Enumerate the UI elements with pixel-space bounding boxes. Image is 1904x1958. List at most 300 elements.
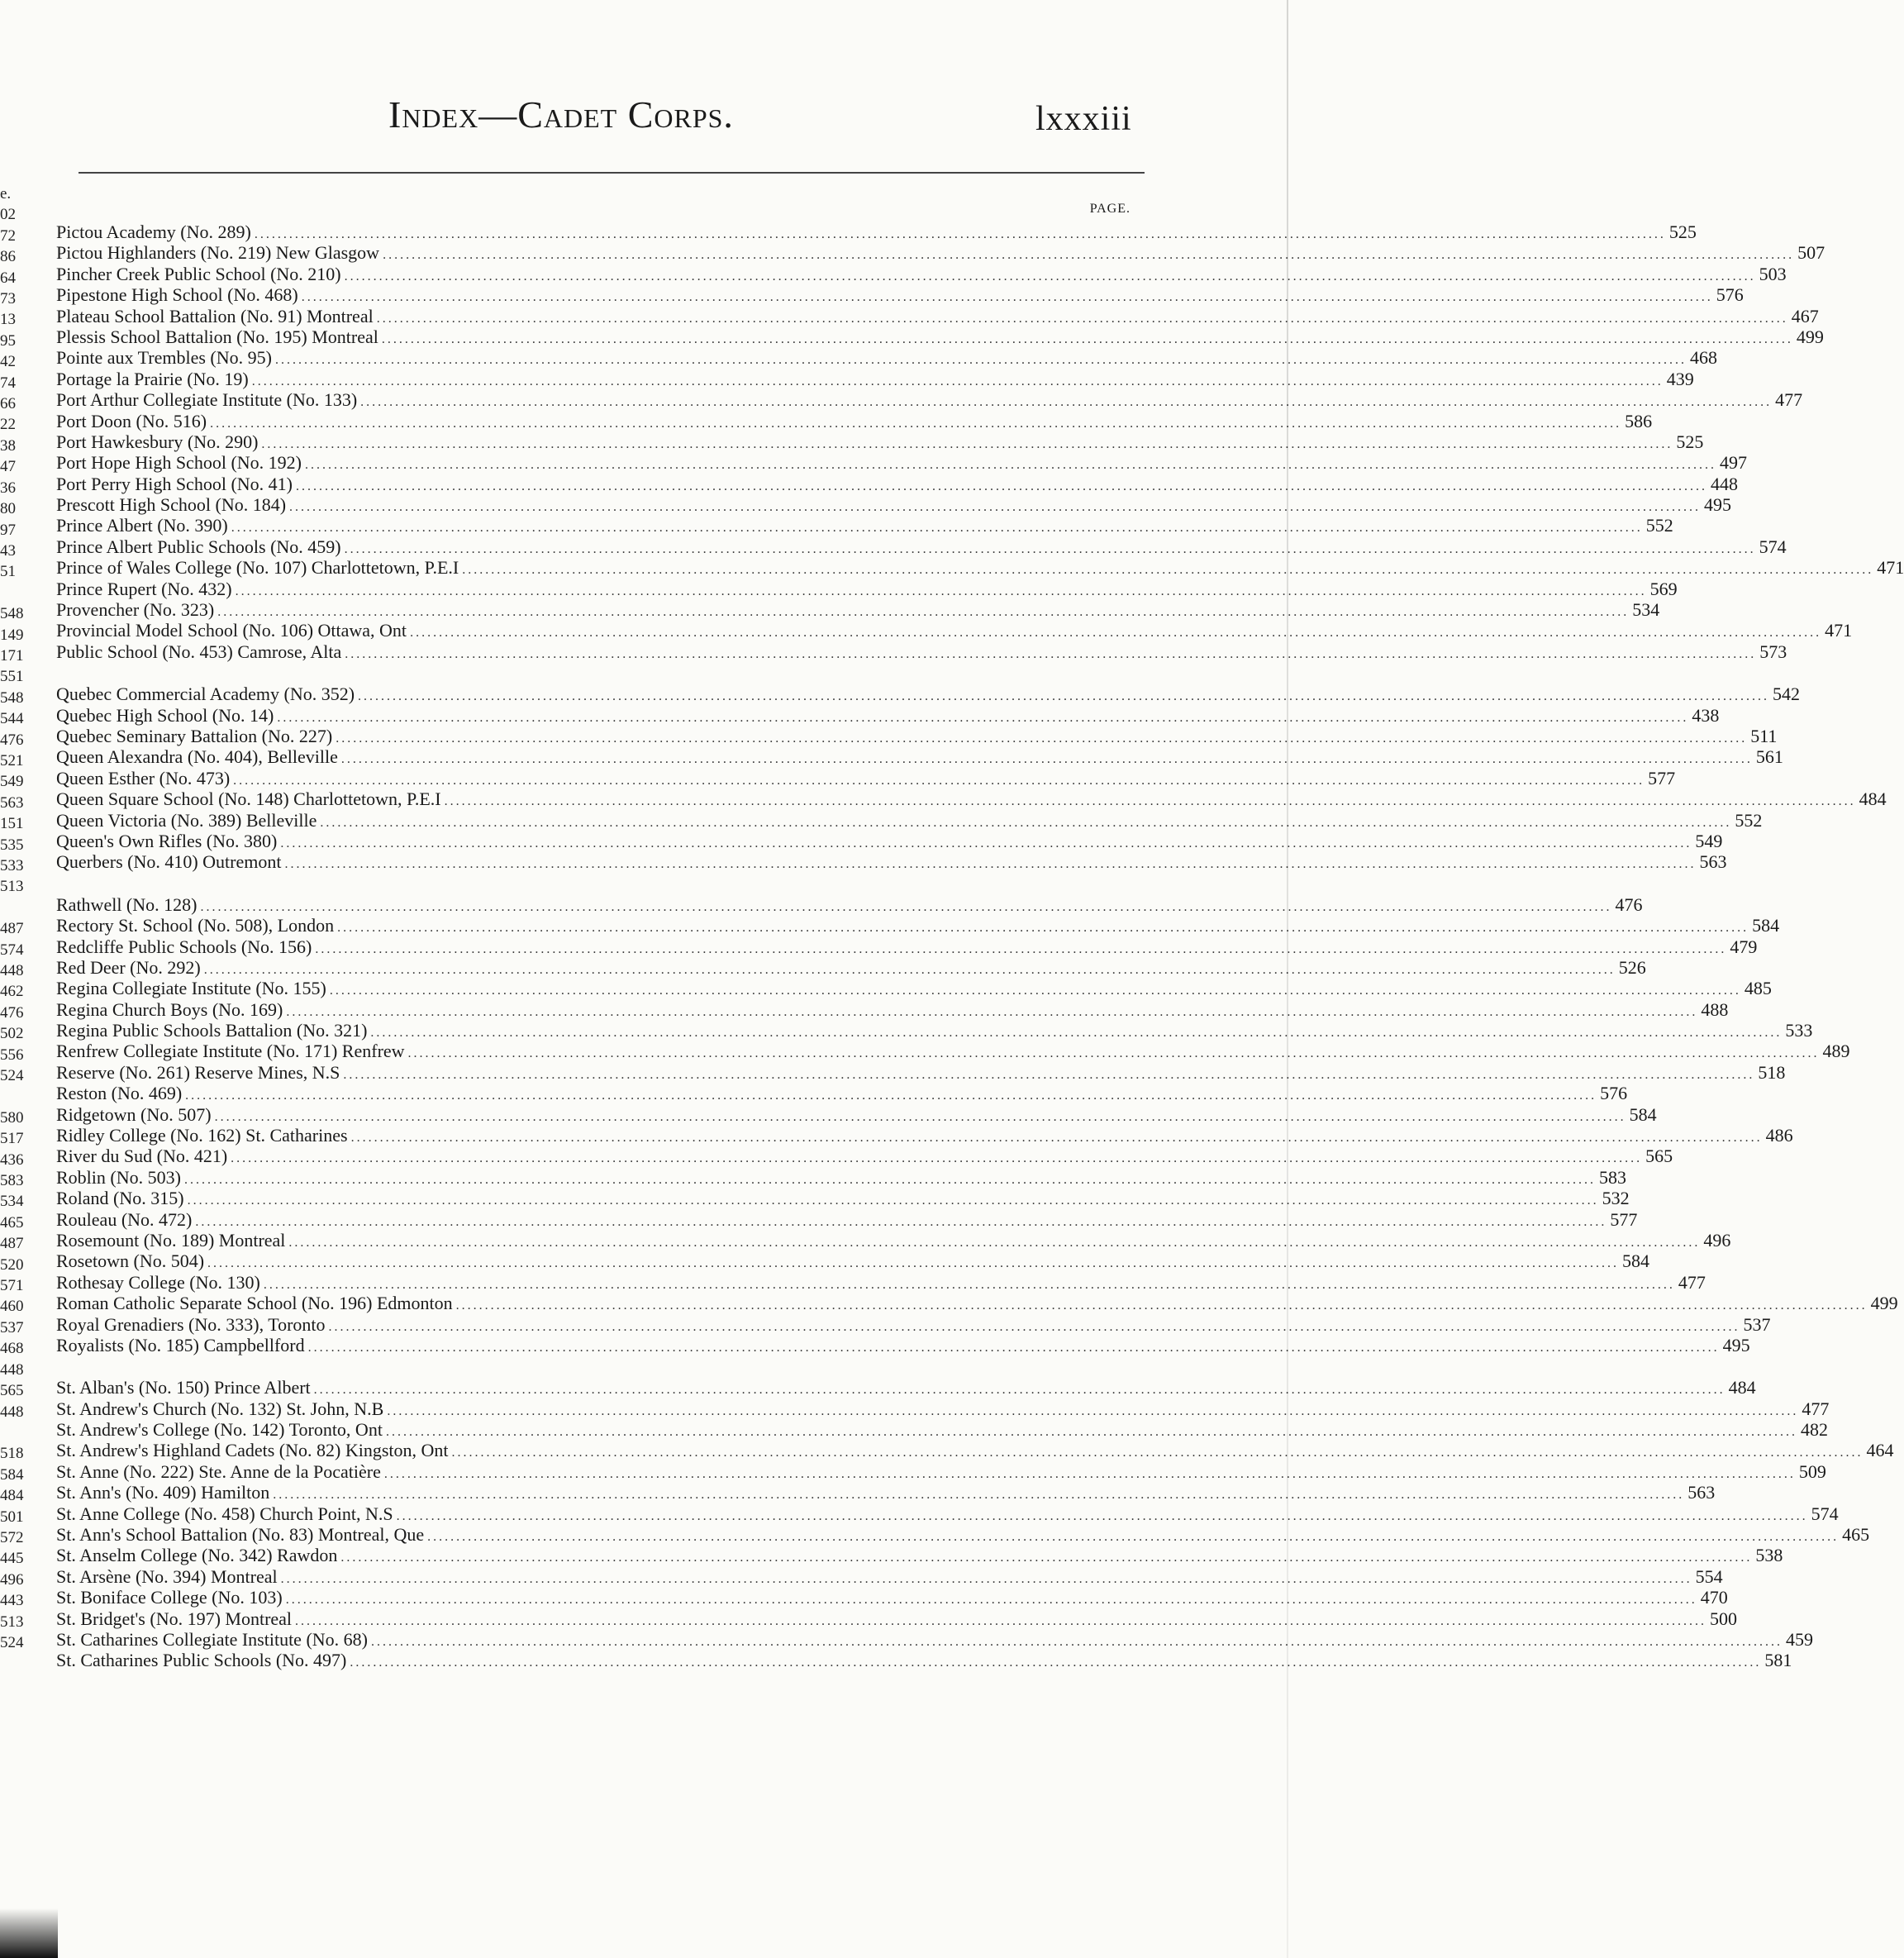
dot-leader (285, 854, 1697, 874)
margin-number (0, 1086, 20, 1107)
dot-leader (195, 1212, 1606, 1232)
entry-page: 573 (1759, 641, 1787, 662)
margin-number: 436 (0, 1151, 24, 1169)
entry-name: St. Boniface College (No. 103) (56, 1587, 283, 1608)
index-entry (56, 1565, 1723, 1587)
previous-page-margin (0, 183, 24, 1653)
entry-name: Renfrew Collegiate Institute (No. 171) Renfrew (56, 1041, 405, 1062)
dot-leader (337, 917, 1749, 938)
index-entry (56, 1398, 1830, 1419)
entry-page: 518 (1758, 1061, 1786, 1083)
entry-page: 584 (1752, 915, 1780, 936)
dot-leader (184, 1170, 1596, 1190)
index-entry (56, 893, 1643, 915)
entry-page: 503 (1759, 263, 1787, 284)
entry-name: Prescott High School (No. 184) (56, 494, 287, 516)
entry-page: 459 (1786, 1629, 1813, 1650)
entry-name: Quebec High School (No. 14) (56, 704, 274, 726)
margin-number: 38 (0, 436, 16, 455)
margin-number: 460 (0, 1298, 24, 1316)
entry-page: 495 (1722, 1334, 1750, 1355)
entry-name: St. Alban's (No. 150) Prince Albert (56, 1377, 311, 1398)
margin-number: 487 (0, 920, 24, 938)
dot-leader (377, 308, 1788, 329)
index-section (56, 893, 1898, 1356)
entry-name: Port Doon (No. 516) (56, 410, 207, 431)
dot-leader (277, 707, 1688, 728)
entry-page: 511 (1750, 725, 1778, 746)
margin-number (0, 1422, 20, 1443)
entry-page: 486 (1765, 1125, 1793, 1146)
margin-number: 524 (0, 1633, 24, 1651)
margin-number: 95 (0, 331, 16, 350)
margin-number: 537 (0, 1318, 24, 1336)
entry-name: St. Ann's School Battalion (No. 83) Montreal, Que (56, 1524, 425, 1546)
entry-page: 574 (1811, 1503, 1839, 1524)
entry-page: 439 (1666, 368, 1694, 389)
margin-number: 571 (0, 1277, 24, 1295)
margin-number: 584 (0, 1465, 24, 1484)
entry-name: St. Catharines Public Schools (No. 497) (56, 1650, 347, 1671)
index-section (56, 1377, 1894, 1671)
dot-leader (384, 1464, 1796, 1484)
entry-page: 499 (1796, 326, 1824, 347)
dot-leader (236, 581, 1647, 602)
entry-page: 477 (1802, 1398, 1830, 1419)
dot-leader (336, 728, 1747, 749)
margin-number: 513 (0, 878, 24, 896)
index-entry (56, 347, 1717, 369)
index-entry (56, 1503, 1839, 1524)
margin-number: 572 (0, 1528, 24, 1546)
dot-leader (261, 434, 1673, 455)
margin-number: e. (0, 185, 12, 202)
entry-name: Roblin (No. 503) (56, 1166, 181, 1188)
entry-name: Plessis School Battalion (No. 195) Montreal (56, 326, 378, 347)
entry-page: 496 (1703, 1229, 1731, 1251)
entry-name: Rothesay College (No. 130) (56, 1271, 260, 1293)
entry-page: 563 (1699, 851, 1727, 873)
index-entry (56, 830, 1723, 851)
entry-page: 549 (1695, 830, 1723, 851)
entry-name: Redcliffe Public Schools (No. 156) (56, 936, 312, 957)
dot-leader (445, 791, 1856, 812)
dot-leader (320, 812, 1731, 833)
entry-page: 479 (1730, 936, 1758, 957)
margin-number: 476 (0, 1003, 24, 1022)
dot-leader (255, 224, 1666, 245)
index-entry (56, 1587, 1728, 1608)
margin-number: 47 (0, 458, 16, 476)
entry-page: 497 (1719, 452, 1747, 474)
margin-number: 97 (0, 521, 16, 539)
entry-page: 471 (1877, 557, 1904, 579)
index-entry (56, 620, 1853, 641)
entry-name: St. Anne (No. 222) Ste. Anne de la Pocatière (56, 1460, 381, 1482)
dot-leader (345, 644, 1756, 665)
index-entry (56, 767, 1676, 788)
index-entry (56, 725, 1778, 746)
entry-name: St. Anselm College (No. 342) Rawdon (56, 1545, 338, 1566)
dot-leader (305, 455, 1716, 475)
entry-name: Querbers (No. 410) Outremont (56, 851, 282, 873)
entry-name: Roland (No. 315) (56, 1188, 184, 1209)
dot-leader (288, 1232, 1700, 1253)
index-entry (56, 1083, 1628, 1104)
dot-leader (452, 1442, 1864, 1463)
header-rule (79, 172, 1145, 174)
entry-page: 495 (1704, 494, 1732, 516)
dot-leader (231, 517, 1643, 538)
entry-page: 482 (1800, 1419, 1828, 1441)
entry-page: 448 (1710, 473, 1738, 494)
margin-number: 462 (0, 983, 24, 1001)
entry-name: River du Sud (No. 421) (56, 1146, 228, 1167)
entry-page: 576 (1600, 1083, 1628, 1104)
margin-number: 445 (0, 1550, 24, 1568)
margin-number: 468 (0, 1340, 24, 1358)
page-title: Index—Cadet Corps. (388, 93, 734, 136)
entry-name: Regina Collegiate Institute (No. 155) (56, 978, 326, 999)
index-section (56, 222, 1904, 662)
index-entry (56, 1103, 1657, 1125)
margin-number: 73 (0, 290, 16, 308)
margin-number: 520 (0, 1255, 24, 1274)
entry-page: 484 (1728, 1377, 1756, 1398)
index-entry (56, 1293, 1898, 1314)
entry-name: Prince Albert (No. 390) (56, 515, 228, 536)
index-entry (56, 684, 1801, 705)
margin-number: 565 (0, 1382, 24, 1400)
index-entry (56, 809, 1763, 831)
index-entry (56, 998, 1729, 1020)
page-column-header: PAGE. (1089, 202, 1130, 216)
margin-number: 583 (0, 1172, 24, 1190)
page-number: lxxxiii (1035, 100, 1132, 138)
dot-leader (341, 749, 1753, 769)
dot-leader (207, 1253, 1619, 1274)
index-entry (56, 410, 1653, 431)
margin-number: 74 (0, 374, 16, 392)
entry-name: Regina Public Schools Battalion (No. 321) (56, 1020, 368, 1041)
entry-page: 542 (1773, 684, 1801, 705)
index-entry (56, 1229, 1731, 1251)
dot-leader (231, 1148, 1642, 1169)
dot-leader (273, 1484, 1684, 1505)
dot-leader (289, 497, 1701, 517)
dot-leader (296, 476, 1707, 497)
index-entry (56, 1482, 1716, 1503)
dot-leader (233, 770, 1645, 791)
dot-leader (210, 413, 1621, 434)
entry-page: 584 (1622, 1251, 1650, 1272)
margin-number: 13 (0, 311, 16, 329)
entry-page: 552 (1645, 515, 1673, 536)
entry-name: Rectory St. School (No. 508), London (56, 915, 335, 936)
entry-name: Queen Esther (No. 473) (56, 767, 231, 788)
margin-number: 43 (0, 541, 16, 560)
entry-page: 464 (1866, 1440, 1894, 1461)
margin-number: 535 (0, 836, 24, 854)
entry-page: 537 (1743, 1313, 1771, 1335)
index-entry (56, 704, 1720, 726)
margin-number: 533 (0, 856, 24, 874)
margin-number: 524 (0, 1067, 24, 1085)
entry-name: Quebec Commercial Academy (No. 352) (56, 684, 355, 705)
margin-number: 448 (0, 1403, 24, 1421)
entry-name: Roman Catholic Separate School (No. 196) Edmonton (56, 1293, 453, 1314)
index-entry (56, 431, 1704, 452)
entry-name: Port Hope High School (No. 192) (56, 452, 302, 474)
dot-leader (383, 245, 1794, 265)
entry-page: 538 (1755, 1545, 1783, 1566)
margin-number: 36 (0, 479, 16, 497)
entry-page: 586 (1625, 410, 1653, 431)
dot-leader (410, 622, 1821, 643)
entry-name: Red Deer (No. 292) (56, 956, 201, 978)
entry-page: 552 (1735, 809, 1763, 831)
index-entry (56, 851, 1727, 873)
index-entry (56, 915, 1780, 936)
entry-name: St. Bridget's (No. 197) Montreal (56, 1608, 293, 1629)
margin-number: 443 (0, 1592, 24, 1610)
index-entry (56, 1440, 1894, 1461)
margin-number: 149 (0, 626, 24, 644)
entry-page: 485 (1744, 978, 1772, 999)
entry-name: St. Andrew's Highland Cadets (No. 82) Kingston, Ont (56, 1440, 449, 1461)
index-entry (56, 305, 1819, 326)
index-entry (56, 222, 1697, 242)
entry-name: St. Andrew's Church (No. 132) St. John, N.B (56, 1398, 384, 1419)
entry-page: 488 (1701, 998, 1729, 1020)
entry-name: Pointe aux Trembles (No. 95) (56, 347, 272, 369)
index-entry (56, 978, 1772, 999)
dot-leader (281, 1569, 1692, 1589)
dot-leader (427, 1527, 1839, 1547)
dot-leader (217, 602, 1629, 622)
index-entry (56, 1608, 1738, 1629)
entry-name: Queen Alexandra (No. 404), Belleville (56, 746, 338, 768)
index-entry (56, 389, 1803, 411)
dot-leader (456, 1295, 1868, 1316)
entry-page: 577 (1648, 767, 1676, 788)
entry-name: Port Arthur Collegiate Institute (No. 133) (56, 389, 358, 411)
entry-page: 467 (1791, 305, 1819, 326)
dot-leader (351, 1127, 1763, 1148)
index-entry (56, 599, 1660, 621)
index-entry (56, 1524, 1870, 1546)
index-entry (56, 1251, 1650, 1272)
dot-leader (215, 1107, 1626, 1127)
entry-page: 577 (1610, 1208, 1638, 1230)
entry-page: 574 (1759, 536, 1787, 557)
entry-page: 470 (1700, 1587, 1728, 1608)
margin-number: 151 (0, 815, 24, 833)
entry-name: Queen Victoria (No. 389) Belleville (56, 809, 317, 831)
entry-name: Portage la Prairie (No. 19) (56, 368, 249, 389)
dot-leader (314, 1379, 1726, 1400)
dot-leader (295, 1611, 1706, 1632)
margin-number: 513 (0, 1613, 24, 1631)
margin-number: 551 (0, 668, 24, 686)
index-entry (56, 515, 1673, 536)
margin-number: 171 (0, 646, 24, 665)
margin-number (0, 898, 20, 918)
entry-name: Provincial Model School (No. 106) Ottawa, Ont (56, 620, 407, 641)
entry-name: St. Arsène (No. 394) Montreal (56, 1565, 278, 1587)
index-entry (56, 1545, 1783, 1566)
entry-page: 584 (1629, 1103, 1657, 1125)
index-entry (56, 284, 1744, 306)
index-entry (56, 1166, 1626, 1188)
entry-page: 576 (1716, 284, 1744, 306)
entry-name: Prince of Wales College (No. 107) Charlottetown, P.E.I (56, 557, 459, 579)
dot-leader (408, 1043, 1820, 1064)
entry-name: Queen Square School (No. 148) Charlottetown, P.E.I (56, 788, 441, 810)
entry-name: Royalists (No. 185) Campbellford (56, 1334, 305, 1355)
index-entry (56, 557, 1904, 579)
dot-leader (386, 1422, 1797, 1442)
margin-number: 64 (0, 269, 16, 287)
entry-name: Pincher Creek Public School (No. 210) (56, 263, 341, 284)
dot-leader (371, 1632, 1783, 1652)
margin-number: 487 (0, 1235, 24, 1253)
margin-number: 465 (0, 1213, 24, 1231)
margin-number: 501 (0, 1508, 24, 1526)
entry-name: Ridgetown (No. 507) (56, 1103, 212, 1125)
entry-page: 509 (1798, 1460, 1826, 1482)
dot-leader (345, 266, 1756, 287)
entry-name: St. Anne College (No. 458) Church Point, N.S (56, 1503, 393, 1524)
entry-page: 468 (1689, 347, 1717, 369)
margin-number: 22 (0, 416, 16, 434)
entry-name: Pictou Academy (No. 289) (56, 222, 251, 242)
dot-leader (308, 1337, 1720, 1358)
margin-number: 549 (0, 773, 24, 791)
index-entry (56, 1419, 1828, 1441)
entry-page: 525 (1676, 431, 1704, 452)
index-entry (56, 368, 1694, 389)
entry-name: Quebec Seminary Battalion (No. 227) (56, 725, 333, 746)
index-entry (56, 452, 1747, 474)
index-entry (56, 494, 1732, 516)
margin-number: 496 (0, 1570, 24, 1589)
dot-leader (340, 1547, 1752, 1568)
entry-page: 565 (1645, 1146, 1673, 1167)
index-entry (56, 473, 1738, 494)
entry-name: Plateau School Battalion (No. 91) Montreal (56, 305, 374, 326)
entry-page: 484 (1859, 788, 1887, 810)
entry-page: 569 (1649, 578, 1678, 599)
entry-page: 525 (1668, 222, 1697, 242)
margin-number: 548 (0, 688, 24, 707)
dot-leader (275, 350, 1687, 370)
entry-page: 489 (1822, 1041, 1850, 1062)
entry-page: 500 (1710, 1608, 1738, 1629)
margin-number: 517 (0, 1130, 24, 1148)
entry-name: Reston (No. 469) (56, 1083, 183, 1104)
entry-page: 526 (1618, 956, 1646, 978)
margin-number: 544 (0, 710, 24, 728)
dot-leader (302, 287, 1713, 307)
index-entry (56, 1188, 1630, 1209)
dot-leader (382, 329, 1793, 350)
margin-number: 476 (0, 731, 24, 749)
page-edge (1287, 0, 1288, 1958)
dot-leader (330, 980, 1741, 1001)
margin-number: 574 (0, 941, 24, 959)
dot-leader (358, 686, 1769, 707)
dot-leader (343, 1065, 1754, 1085)
entry-page: 465 (1842, 1524, 1870, 1546)
entry-name: Rosetown (No. 504) (56, 1251, 205, 1272)
index-entry (56, 788, 1887, 810)
entry-name: Royal Grenadiers (No. 333), Toronto (56, 1313, 326, 1335)
index-entry (56, 1460, 1826, 1482)
dot-leader (264, 1274, 1675, 1295)
dot-leader (397, 1506, 1808, 1527)
index-entry (56, 1146, 1673, 1167)
index-entry (56, 1313, 1771, 1335)
dot-leader (286, 1002, 1697, 1022)
entry-page: 563 (1687, 1482, 1716, 1503)
index-entry (56, 746, 1783, 768)
index-entry (56, 641, 1787, 662)
entry-page: 534 (1632, 599, 1660, 621)
dot-leader (188, 1190, 1599, 1211)
dot-leader (329, 1317, 1740, 1337)
entry-name: Queen's Own Rifles (No. 380) (56, 830, 278, 851)
margin-number: 521 (0, 751, 24, 769)
index-entry (56, 956, 1646, 978)
entry-page: 476 (1615, 893, 1643, 915)
margin-number: 66 (0, 395, 16, 413)
entry-name: Rouleau (No. 472) (56, 1208, 193, 1230)
margin-number: 448 (0, 1360, 24, 1379)
index-entry (56, 1125, 1793, 1146)
margin-number: 534 (0, 1193, 24, 1211)
margin-number: 51 (0, 563, 16, 581)
index-section (56, 684, 1887, 873)
index-entry (56, 1208, 1638, 1230)
entry-name: St. Andrew's College (No. 142) Toronto, Ont (56, 1419, 383, 1441)
dot-leader (204, 960, 1616, 980)
margin-number: 580 (0, 1108, 24, 1127)
index-list (56, 202, 1904, 1693)
index-entry (56, 536, 1787, 557)
margin-number: 42 (0, 353, 16, 371)
entry-page: 532 (1602, 1188, 1630, 1209)
entry-name: Provencher (No. 323) (56, 599, 215, 621)
margin-number: 548 (0, 605, 24, 623)
entry-page: 471 (1825, 620, 1853, 641)
dot-leader (350, 1652, 1761, 1673)
entry-name: Rathwell (No. 128) (56, 893, 198, 915)
entry-page: 477 (1678, 1271, 1706, 1293)
index-entry (56, 1629, 1813, 1650)
entry-page: 533 (1785, 1020, 1813, 1041)
index-entry (56, 1020, 1813, 1041)
margin-number: 563 (0, 793, 24, 812)
margin-number: 518 (0, 1445, 24, 1463)
entry-name: Prince Rupert (No. 432) (56, 578, 232, 599)
margin-number: 02 (0, 206, 16, 224)
index-entry (56, 1041, 1850, 1062)
dot-leader (252, 371, 1664, 392)
index-entry (56, 1334, 1750, 1355)
index-entry (56, 1271, 1706, 1293)
index-entry (56, 263, 1787, 284)
